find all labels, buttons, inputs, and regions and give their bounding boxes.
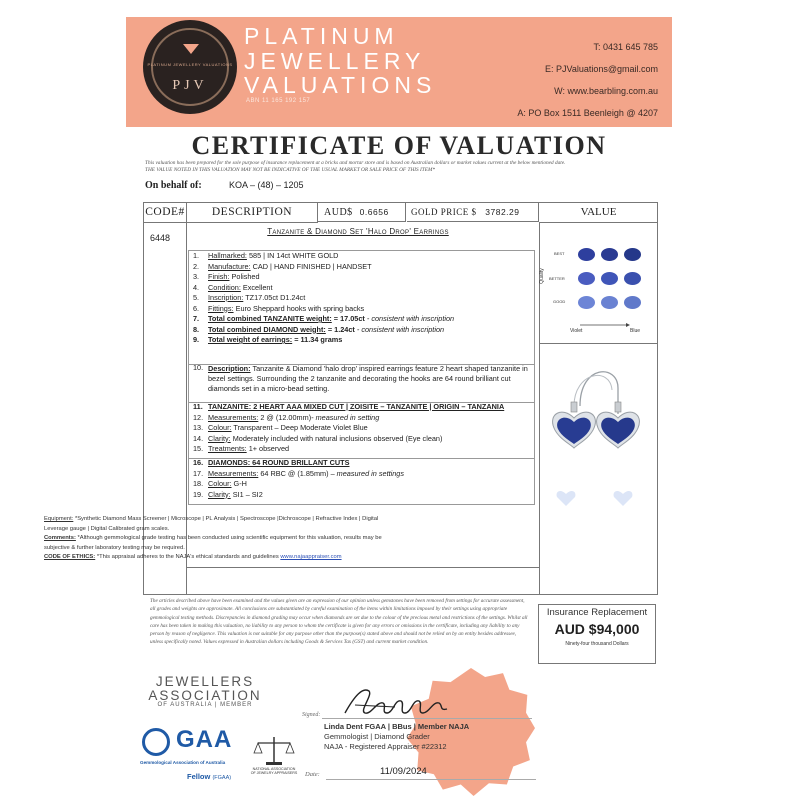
detail-value: Euro Sheppard hooks with spring backs [233,303,365,313]
detail-number: 9. [193,335,200,344]
ja-line-1: JEWELLERS [155,674,255,689]
detail-row [189,283,534,294]
item-code: 6448 [150,233,171,243]
detail-label: Total combined DIAMOND weight: [208,324,326,334]
on-behalf-value: KOA – (48) – 1205 [229,180,304,190]
colour-swatch [601,248,618,261]
detail-row [189,325,534,336]
detail-number: 8. [193,324,200,334]
signer-role: Gemmologist | Diamond Grader [324,732,430,741]
item-details-basic [188,250,535,365]
colour-swatch [624,296,641,309]
colour-swatch [624,272,641,285]
gold-value: 3782.29 [485,207,520,217]
colour-swatch [578,248,595,261]
detail-value: TZ17.05ct D1.24ct [243,293,306,302]
pjv-logo [143,20,237,114]
intro-line-1: This valuation has been prepared for the sole purpose of insurance replacement at a bricks and mortar store and is based on Australian dollars or market values current at the below mentioned date. [145,160,566,166]
description-label: Description: [208,364,251,373]
diamond-details [188,458,535,505]
detail-label: Colour: [208,479,232,488]
equipment-label: Equipment: [44,516,74,522]
detail-label: Fittings: [208,303,234,313]
detail-row [189,304,534,315]
detail-number: 14. [193,433,204,443]
comments-text: *Although gemmological grade testing has been conducted using scientific equipment for this valuation, results may be subjective & further laboratory testing may be required. [44,535,382,551]
detail-value: 64 RBC @ (1.85mm) [258,468,329,478]
date-line [326,779,536,780]
on-behalf-of [145,180,304,191]
detail-number: 7. [193,314,200,323]
signed-label: Signed: [302,712,321,718]
chart-label-better: BETTER [549,276,565,281]
detail-value: Moderately included with natural inclusions observed (Eye clean) [230,433,443,443]
tanzanite-details-list [189,413,534,455]
detail-text [208,293,305,304]
diamond-details-list [189,469,534,501]
detail-text [208,469,404,480]
logo-ring [151,28,229,106]
detail-row [189,479,534,490]
item-description-box [188,363,535,403]
on-behalf-label: On behalf of: [145,180,202,191]
detail-label: Treatments: [208,444,247,453]
gaa-full-name: Gemmological Association of Australia [140,760,226,765]
naja-logo [250,735,298,785]
detail-label: Clarity: [208,489,231,499]
detail-value: 2 @ (12.00mm) [258,412,312,422]
signer-registration: NAJA - Registered Appraiser #22312 [324,742,447,751]
equipment-divider [186,567,540,568]
signer-name: Linda Dent FGAA | BBus | Member NAJA [324,722,470,731]
gaa-logo [140,726,250,778]
detail-row [189,314,534,325]
signature-line [322,718,532,719]
fellow-label: Fellow [187,772,211,781]
description-number: 10. [193,363,204,372]
naja-link[interactable]: www.najaappraiser.com [280,554,342,560]
detail-number: 15. [193,444,204,453]
colour-swatch [601,272,618,285]
ja-member-text: OF AUSTRALIA | MEMBER [157,702,253,708]
insurance-replacement-box [538,604,656,664]
detail-row [189,413,534,424]
detail-text [208,304,364,315]
equipment-text: *Synthetic Diamond Mass Screener | Microscope | PL Analysis | Spectroscope |Dichroscope | Refractive Index | Digital Leverage gauge | Digital Calibrated gram scales. [44,516,379,532]
disclaimer-text: The articles described above have been examined and the values given are an expression of our opinion unless gemstones have been removed from settings for accurate assessment, all grades and weights are approximate. All conclusions are substantiated by careful examination of the items within limitations imposed by their settings using appropriate gemmological testing methods. Discrepancies in diamond grading may occur when diamonds are set due to the colour of the precious metal and restrictions of the settings. Whilst all care has been taken in making this valuation, no liability to any person to whom the certificate is given for any errors or omissions in the certificate, including any liability to any person by reason of negligence. This valuation is not suitable for any purpose other than the purpose(s) stated above and should not be relied on by an entity besides addressee, unless specifically noted. Values expressed in Australian dollars including Goods & Services Tax (GST) and current market condition. [150,598,528,646]
diamond-heading-row [189,458,534,469]
detail-number: 13. [193,423,204,432]
date-label: Date: [305,771,320,778]
diamond-heading: DIAMONDS: 64 ROUND BRILLANT CUTS [208,458,350,467]
item-title: Tanzanite & Diamond Set 'Halo Drop' Earrings [267,227,449,236]
insurance-heading: Insurance Replacement [546,607,648,618]
fellow-sub: (FGAA) [212,775,232,781]
contact-block [470,36,658,124]
aud-rate-header [318,203,406,222]
ethics-text: *This appraisal adheres to the NAJA's ethical standards and guidelines [95,554,281,560]
detail-row [189,262,534,273]
detail-number: 19. [193,489,204,499]
aud-label: AUD$ [324,207,353,218]
fellow-badge [187,772,231,781]
detail-text [208,335,342,346]
logo-arc-text: PLATINUM JEWELLERY VALUATIONS [147,62,233,67]
signature-image [335,683,465,719]
detail-text [208,272,260,283]
detail-text [208,444,289,455]
insurance-value: AUD $94,000 [554,621,640,637]
detail-number: 2. [193,261,200,271]
detail-row [189,251,534,262]
description-body: Tanzanite & Diamond 'halo drop' inspired earrings feature 2 heart shaped tanzanite in bezel settings. Surrounding the 2 tanzanite and decorating the hooks are 64 round brilliant cut diamonds set in a micro-bead setting. [208,364,528,393]
intro-line-2: THE VALUE NOTED IN THIS VALUATION MAY NOT BE INDICATIVE OF THE USUAL MARKET OR SALE PRICE OF THIS ITEM* [145,167,436,173]
detail-row [189,272,534,283]
detail-text [208,325,444,336]
colour-swatch [578,272,595,285]
detail-value: Polished [229,272,260,281]
detail-row [189,444,534,455]
detail-value: Excellent [240,282,273,292]
website-url[interactable]: W: www.bearbling.com.au [554,86,658,96]
ethics-label: CODE OF ETHICS: [44,554,96,560]
page-title: CERTIFICATE OF VALUATION [191,131,607,160]
chart-label-best: BEST [554,251,565,256]
detail-label: Clarity: [208,433,231,443]
chart-label-blue: Blue [630,328,641,334]
detail-number: 5. [193,293,200,302]
brand-line-2: JEWELLERY [244,47,426,74]
detail-text [208,314,454,325]
detail-number: 6. [193,303,200,313]
detail-text [208,434,442,445]
detail-text [208,413,379,424]
detail-value: = 1.24ct [325,324,355,334]
gaa-wordmark: GAA [176,726,233,753]
comments-label: Comments: [44,535,76,541]
chart-label-good: GOOD [553,299,566,304]
detail-number: 1. [193,251,200,260]
diamond-icon [183,44,199,54]
earring-icon [540,344,657,514]
diamond-number: 16. [193,458,204,467]
detail-label: Measurements: [208,412,259,422]
naja-name: NATIONAL ASSOCIATION OF JEWELRY APPRAISERS [250,767,298,776]
detail-note: - measured in setting [311,412,380,422]
detail-text [208,423,368,434]
detail-label: Total combined TANZANITE weight: [208,314,332,323]
gold-price-header [407,203,539,222]
detail-label: Total weight of earrings: [208,335,293,344]
phone-number: T: 0431 645 785 [593,42,658,52]
detail-value: CAD | HAND FINISHED | HANDSET [250,261,372,271]
email-address[interactable]: E: PJValuations@gmail.com [544,64,658,74]
detail-note: – measured in settings [328,468,405,478]
description-header: DESCRIPTION [187,203,318,223]
abn-number: ABN 11 165 192 157 [246,98,311,104]
detail-label: Finish: [208,272,230,281]
equipment-line [44,515,389,534]
detail-value: Transparent – Deep Moderate Violet Blue [231,423,368,432]
detail-text [208,283,273,294]
detail-text [208,262,372,273]
logo-monogram: PJV [172,78,208,93]
detail-note: - consistent with inscription [354,324,445,334]
detail-value: 1+ observed [246,444,290,453]
colour-swatch [624,248,641,261]
signer-details [324,722,469,752]
detail-text [208,479,247,490]
detail-text [208,490,263,501]
intro-text [145,160,665,174]
detail-value: = 11.34 grams [292,335,343,344]
detail-number: 17. [193,468,204,478]
brand-name [244,24,436,98]
comments-line [44,534,389,553]
tanzanite-heading: TANZANITE: 2 HEART AAA MIXED CUT | ZOISITE – TANZANITE | ORIGIN – TANZANIA [208,402,505,411]
detail-label: Manufacture: [208,261,251,271]
description-row [189,363,534,402]
chart-axis-arrow [570,323,650,327]
detail-number: 12. [193,412,204,422]
colour-swatch [601,296,618,309]
aud-value: 0.6656 [359,207,389,217]
colour-swatch [578,296,595,309]
detail-row [189,490,534,501]
tanzanite-colour-chart [540,223,657,344]
chart-label-quality: Quality [538,268,545,284]
detail-row [189,434,534,445]
earrings-photo [540,344,657,514]
valuation-date: 11/09/2024 [380,766,427,777]
equipment-notes [44,515,389,563]
detail-value: 585 | IN 14ct WHITE GOLD [246,251,339,260]
value-header: VALUE [540,203,657,223]
detail-label: Colour: [208,423,232,432]
gold-label: GOLD PRICE $ [411,207,477,217]
detail-label: Condition: [208,282,241,292]
brand-line-1: PLATINUM [244,23,399,49]
detail-number: 3. [193,272,200,281]
detail-label: Inscription: [208,293,244,302]
detail-label: Measurements: [208,468,259,478]
detail-number: 18. [193,479,204,488]
insurance-value-words: Ninety-four thousand Dollars [565,641,629,647]
detail-label: Hallmarked: [208,251,247,260]
jewellers-association-logo [140,675,270,703]
ja-line-2: ASSOCIATION [148,688,262,703]
ethics-line [44,553,389,563]
postal-address: A: PO Box 1511 Beenleigh @ 4207 [517,108,658,118]
basic-details-list [189,251,534,346]
scales-icon [250,735,298,767]
tanzanite-number: 11. [193,402,203,411]
tanzanite-details [188,402,535,459]
detail-value: = 17.05ct [331,314,365,323]
code-header: CODE# [144,203,187,223]
detail-row [189,293,534,304]
description-text [208,364,530,394]
tanzanite-heading-row [189,402,534,413]
detail-row [189,423,534,434]
detail-note: - consistent with inscription [364,314,455,323]
detail-number: 4. [193,282,200,292]
chart-label-violet: Violet [570,328,583,334]
detail-row [189,469,534,480]
detail-text [208,251,338,262]
detail-row [189,335,534,346]
gaa-globe-icon [142,728,170,756]
brand-line-3: VALUATIONS [244,72,437,98]
detail-value: SI1 – SI2 [230,489,263,499]
detail-value: G-H [231,479,247,488]
